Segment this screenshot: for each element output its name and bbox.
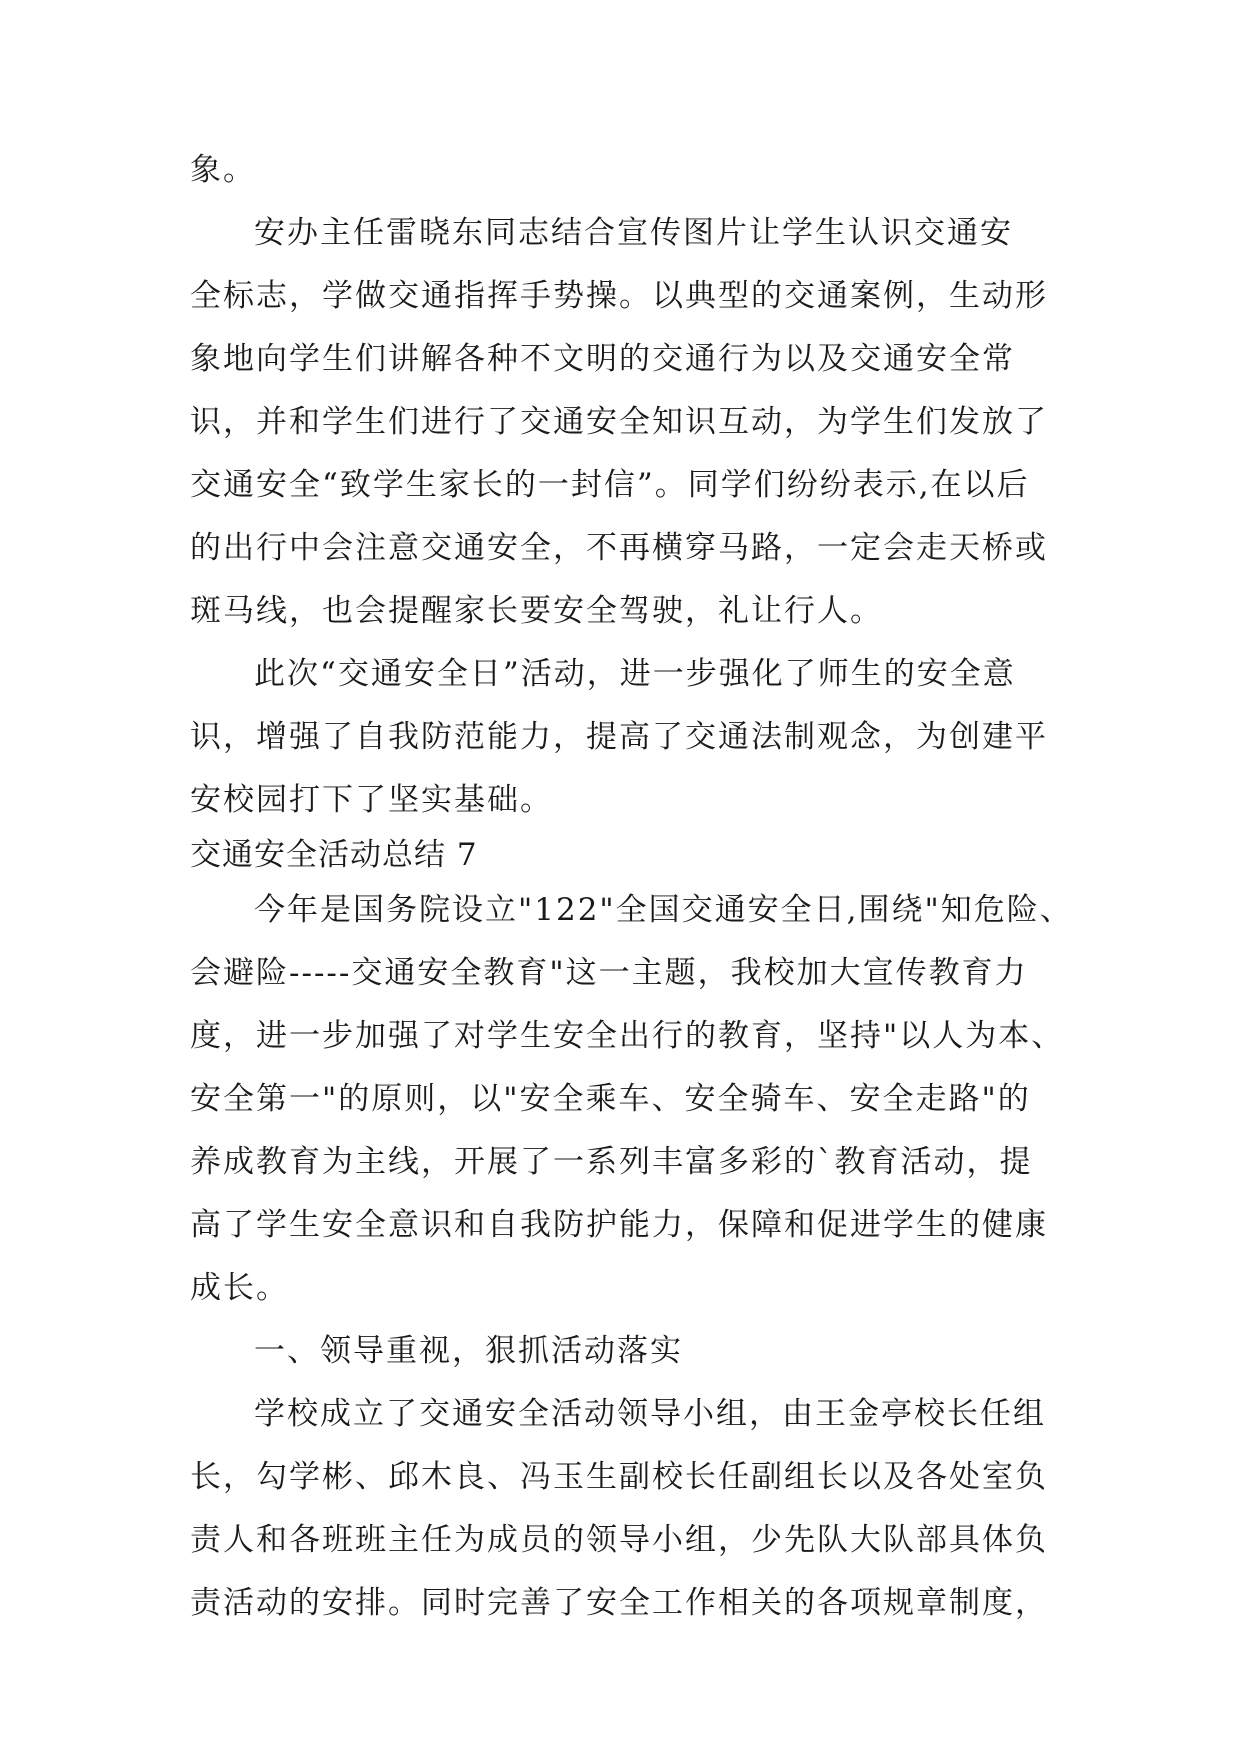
body-text-line: 此次“交通安全日”活动，进一步强化了师生的安全意 [254, 656, 1016, 692]
body-text-line: 全标志，学做交通指挥手势操。以典型的交通案例，生动形 [190, 278, 1048, 314]
body-text-line: 今年是国务院设立"122"全国交通安全日,围绕"知危险、 [254, 892, 1073, 928]
body-text-line: 度，进一步加强了对学生安全出行的教育，坚持"以人为本、 [190, 1018, 1065, 1054]
body-text-line: 会避险-----交通安全教育"这一主题，我校加大宣传教育力 [190, 955, 1028, 991]
body-text-line: 养成教育为主线，开展了一系列丰富多彩的`教育活动，提 [190, 1144, 1033, 1180]
body-text-line: 高了学生安全意识和自我防护能力，保障和促进学生的健康 [190, 1207, 1048, 1243]
subsection-heading: 一、领导重视，狠抓活动落实 [254, 1333, 683, 1369]
body-text-line: 安全第一"的原则，以"安全乘车、安全骑车、安全走路"的 [190, 1081, 1031, 1117]
body-text-line: 的出行中会注意交通安全，不再横穿马路，一定会走天桥或 [190, 530, 1048, 566]
body-text-line: 识，并和学生们进行了交通安全知识互动，为学生们发放了 [190, 404, 1048, 440]
body-text-line: 长，勾学彬、邱木良、冯玉生副校长任副组长以及各处室负 [190, 1459, 1048, 1495]
body-text-line: 斑马线，也会提醒家长要安全驾驶，礼让行人。 [190, 593, 883, 629]
body-text-line: 交通安全“致学生家长的一封信”。同学们纷纷表示,在以后 [190, 467, 1030, 503]
body-text-line: 成长。 [190, 1270, 289, 1306]
body-text-line: 学校成立了交通安全活动领导小组，由王金亭校长任组 [254, 1396, 1046, 1432]
body-text-line: 识，增强了自我防范能力，提高了交通法制观念，为创建平 [190, 719, 1048, 755]
body-text-line: 象。 [190, 152, 256, 188]
body-text-line: 安校园打下了坚实基础。 [190, 782, 553, 818]
body-text-line: 责人和各班班主任为成员的领导小组，少先队大队部具体负 [190, 1522, 1048, 1558]
body-text-line: 安办主任雷晓东同志结合宣传图片让学生认识交通安 [254, 215, 1013, 251]
body-text-line: 责活动的安排。同时完善了安全工作相关的各项规章制度， [190, 1585, 1048, 1621]
section-title: 交通安全活动总结 7 [190, 837, 478, 873]
body-text-line: 象地向学生们讲解各种不文明的交通行为以及交通安全常 [190, 341, 1015, 377]
